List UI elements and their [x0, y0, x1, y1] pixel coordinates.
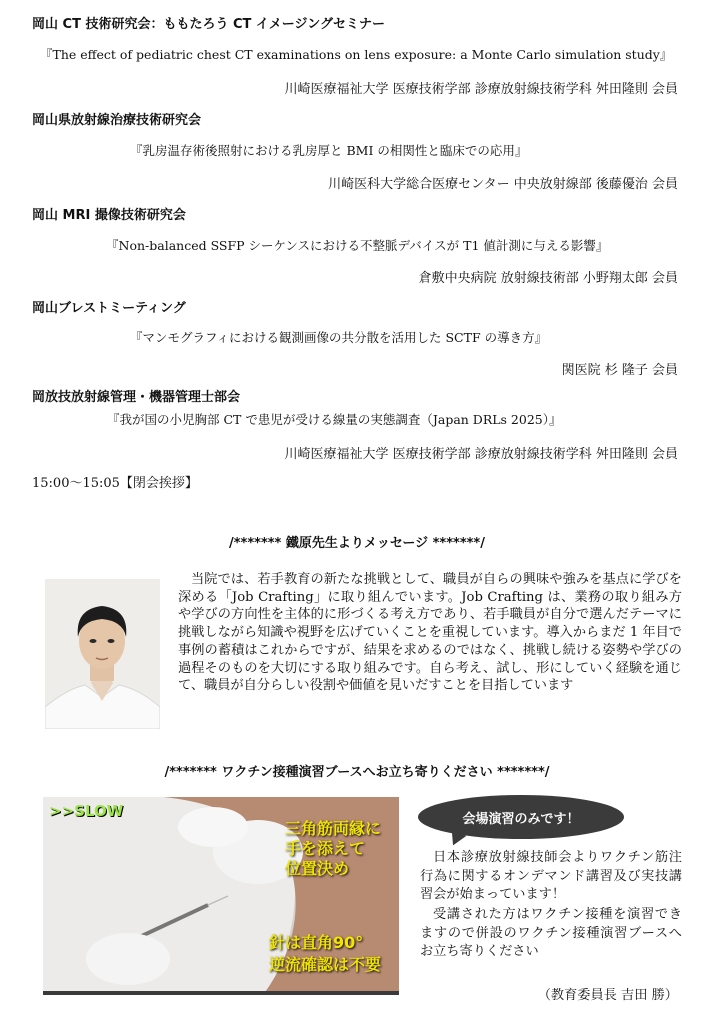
vaccine-paragraph: 受講された方はワクチン接種を演習できますので併設のワクチン接種演習ブースへお立ち寄りください — [420, 907, 682, 960]
session-title: 『Non-balanced SSFP シーケンスにおける不整脈デバイスが T1 値計測に与える影響』 — [106, 238, 609, 253]
session-author: 川崎医科大学総合医療センター 中央放射線部 後藤優治 会員 — [328, 177, 678, 192]
message-body: 当院では、若手教育の新たな挑戦として、職員が自らの興味や強みを基点に学びを深める「Job Crafting」に取り組んでいます。Job Crafting は、業務の取り組み方や学びの方向性を主体的に形づくる考え方であり、若手職員が自分で選んだテーマに挑戦しながら知識や視野を広げていくことを重視しています。導入からまだ 1 年目で事例の蓄積はこれからですが、結果を求めるのではなく、挑戦し続ける姿勢や学びの過程そのものを大切にする取り組みです。自ら考え、試し、形にしていく経験を通じて、職員が自分らしい役割や価値を見いだすことを目指しています — [178, 572, 682, 694]
closing-remarks: 15:00～15:05【閉会挨拶】 — [32, 476, 198, 491]
session-title: 『乳房温存術後照射における乳房厚と BMI の相関性と臨床での応用』 — [130, 143, 528, 158]
session-title: 『我が国の小児胸部 CT で患児が受ける線量の実態調査（Japan DRLs 2025）』 — [107, 412, 562, 427]
doctor-photo — [45, 579, 160, 729]
video-caption-line: 手を添えて — [285, 839, 366, 858]
session-author: 倉敷中央病院 放射線技術部 小野翔太郎 会員 — [418, 271, 678, 286]
vaccine-paragraph: 日本診療放射線技師会よりワクチン筋注行為に関するオンデマンド講習及び実技講習会が始まっています！ — [420, 850, 682, 903]
speech-bubble-text: 会場演習のみです！ — [462, 811, 580, 827]
session-heading: 岡山 CT 技術研究会：ももたろう CT イメージングセミナー — [32, 17, 385, 32]
session-author: 関医院 杉 隆子 会員 — [561, 363, 678, 378]
video-caption-line: 三角筋両縁に — [285, 819, 382, 838]
session-heading: 岡山 MRI 撮像技術研究会 — [32, 208, 186, 223]
session-title: 『The effect of pediatric chest CT examinations on lens exposure: a Monte Carlo simulation study』 — [40, 47, 673, 62]
vaccine-banner: /******* ワクチン接種演習ブースへお立ち寄りください *******/ — [164, 765, 550, 780]
session-heading: 岡放技放射線管理・機器管理士部会 — [32, 390, 241, 405]
session-heading: 岡山ブレストミーティング — [32, 301, 186, 316]
vaccine-video-still — [43, 797, 399, 995]
video-slow-label: >>SLOW — [49, 802, 124, 820]
message-banner: /******* 鐵原先生よりメッセージ *******/ — [229, 536, 485, 551]
video-caption-line: 位置決め — [285, 859, 350, 878]
signature: （教育委員長 吉田 勝） — [537, 988, 678, 1003]
session-author: 川崎医療福祉大学 医療技術学部 診療放射線技術学科 舛田隆則 会員 — [284, 447, 678, 462]
video-caption-line: 逆流確認は不要 — [269, 955, 382, 974]
session-title: 『マンモグラフィにおける観測画像の共分散を活用した SCTF の導き方』 — [130, 330, 548, 345]
video-caption-line: 針は直角90° — [269, 933, 364, 952]
session-heading: 岡山県放射線治療技術研究会 — [32, 113, 202, 128]
session-author: 川崎医療福祉大学 医療技術学部 診療放射線技術学科 舛田隆則 会員 — [284, 82, 678, 97]
